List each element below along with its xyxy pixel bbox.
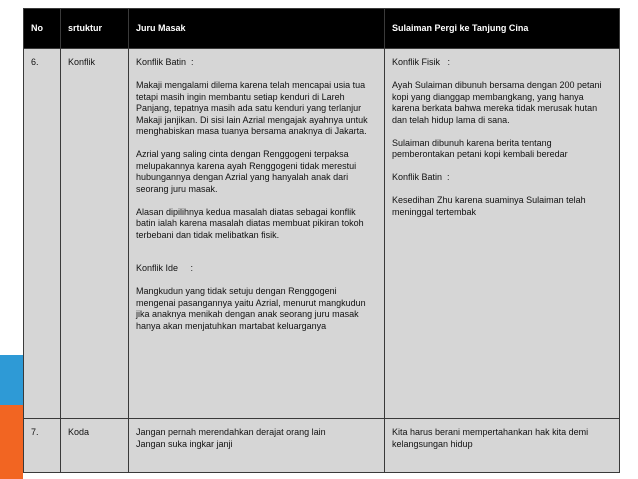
cell-no: 7. <box>24 419 61 473</box>
table-row-koda <box>24 419 620 473</box>
konflik-batin-paragraph-3: Alasan dipilihnya kedua masalah diatas sebagai konflik batin ialah karena masalah diatas membuat pikiran tokoh terbebani dan tidak melibatkan fisik. <box>136 206 364 240</box>
cell-struktur: Koda <box>61 419 129 473</box>
header-juru-masak: Juru Masak <box>129 9 385 49</box>
table-row-konflik <box>24 49 620 419</box>
cell-juru-masak-koda <box>129 419 385 473</box>
cell-no: 6. <box>24 49 61 419</box>
konflik-batin-paragraph-1: Makaji mengalami dilema karena telah mencapai usia tua tetapi masih ingin membantu setiap kenduri di Lareh Panjang, tepatnya masih ada satu kenduri yang terlanjur Makaji janjikan. Di sisi lain Azrial mengajak ayahnya untuk menghabiskan masa tuanya bersama anaknya di Jakarta. <box>136 80 368 136</box>
konflik-batin-sulaiman-heading: Konflik Batin : <box>392 172 450 182</box>
konflik-fisik-paragraph-1: Ayah Sulaiman dibunuh bersama dengan 200 petani kopi yang dianggap membangkang, yang hanya karena berkata bahwa mereka tidak merusak hutan dan telah hidup lama di sana. <box>392 80 602 125</box>
konflik-fisik-paragraph-2: Sulaiman dibunuh karena berita tentang pemberontakan petani kopi kembali beredar <box>392 137 568 159</box>
table-header-row <box>24 9 620 49</box>
comparison-table <box>23 8 620 473</box>
cell-sulaiman-koda <box>385 419 620 473</box>
koda-line-1: Jangan pernah merendahkan derajat orang lain <box>136 427 326 437</box>
konflik-batin-sulaiman-paragraph: Kesedihan Zhu karena suaminya Sulaiman telah meninggal tertembak <box>392 195 586 217</box>
cell-struktur: Konflik <box>61 49 129 419</box>
cell-juru-masak-konflik <box>129 49 385 419</box>
konflik-ide-heading: Konflik Ide : <box>136 263 194 273</box>
accent-bar-blue <box>0 355 23 405</box>
konflik-ide-paragraph: Mangkudun yang tidak setuju dengan Renggogeni mengenai pasangannya yaitu Azrial, menurut mangkudun jika anaknya menikah dengan anak seorang juru masak hanya akan menjatuhkan martabat keluarganya <box>136 286 366 331</box>
koda-line-2: Jangan suka ingkar janji <box>136 438 233 449</box>
koda-sulaiman-text: Kita harus berani mempertahankan hak kita demi kelangsungan hidup <box>392 427 589 449</box>
header-struktur: srtuktur <box>61 9 129 49</box>
header-sulaiman: Sulaiman Pergi ke Tanjung Cina <box>385 9 620 49</box>
konflik-batin-paragraph-2: Azrial yang saling cinta dengan Renggogeni terpaksa melupakannya karena ayah Renggogeni tidak merestui hubungannya dengan Azrial yang hanyalah anak dari seorang juru masak. <box>136 149 357 194</box>
cell-sulaiman-konflik <box>385 49 620 419</box>
konflik-fisik-heading: Konflik Fisik : <box>392 57 451 67</box>
konflik-batin-heading: Konflik Batin : <box>136 57 194 67</box>
accent-bar-orange <box>0 405 23 479</box>
accent-bar <box>0 355 23 479</box>
header-no: No <box>24 9 61 49</box>
